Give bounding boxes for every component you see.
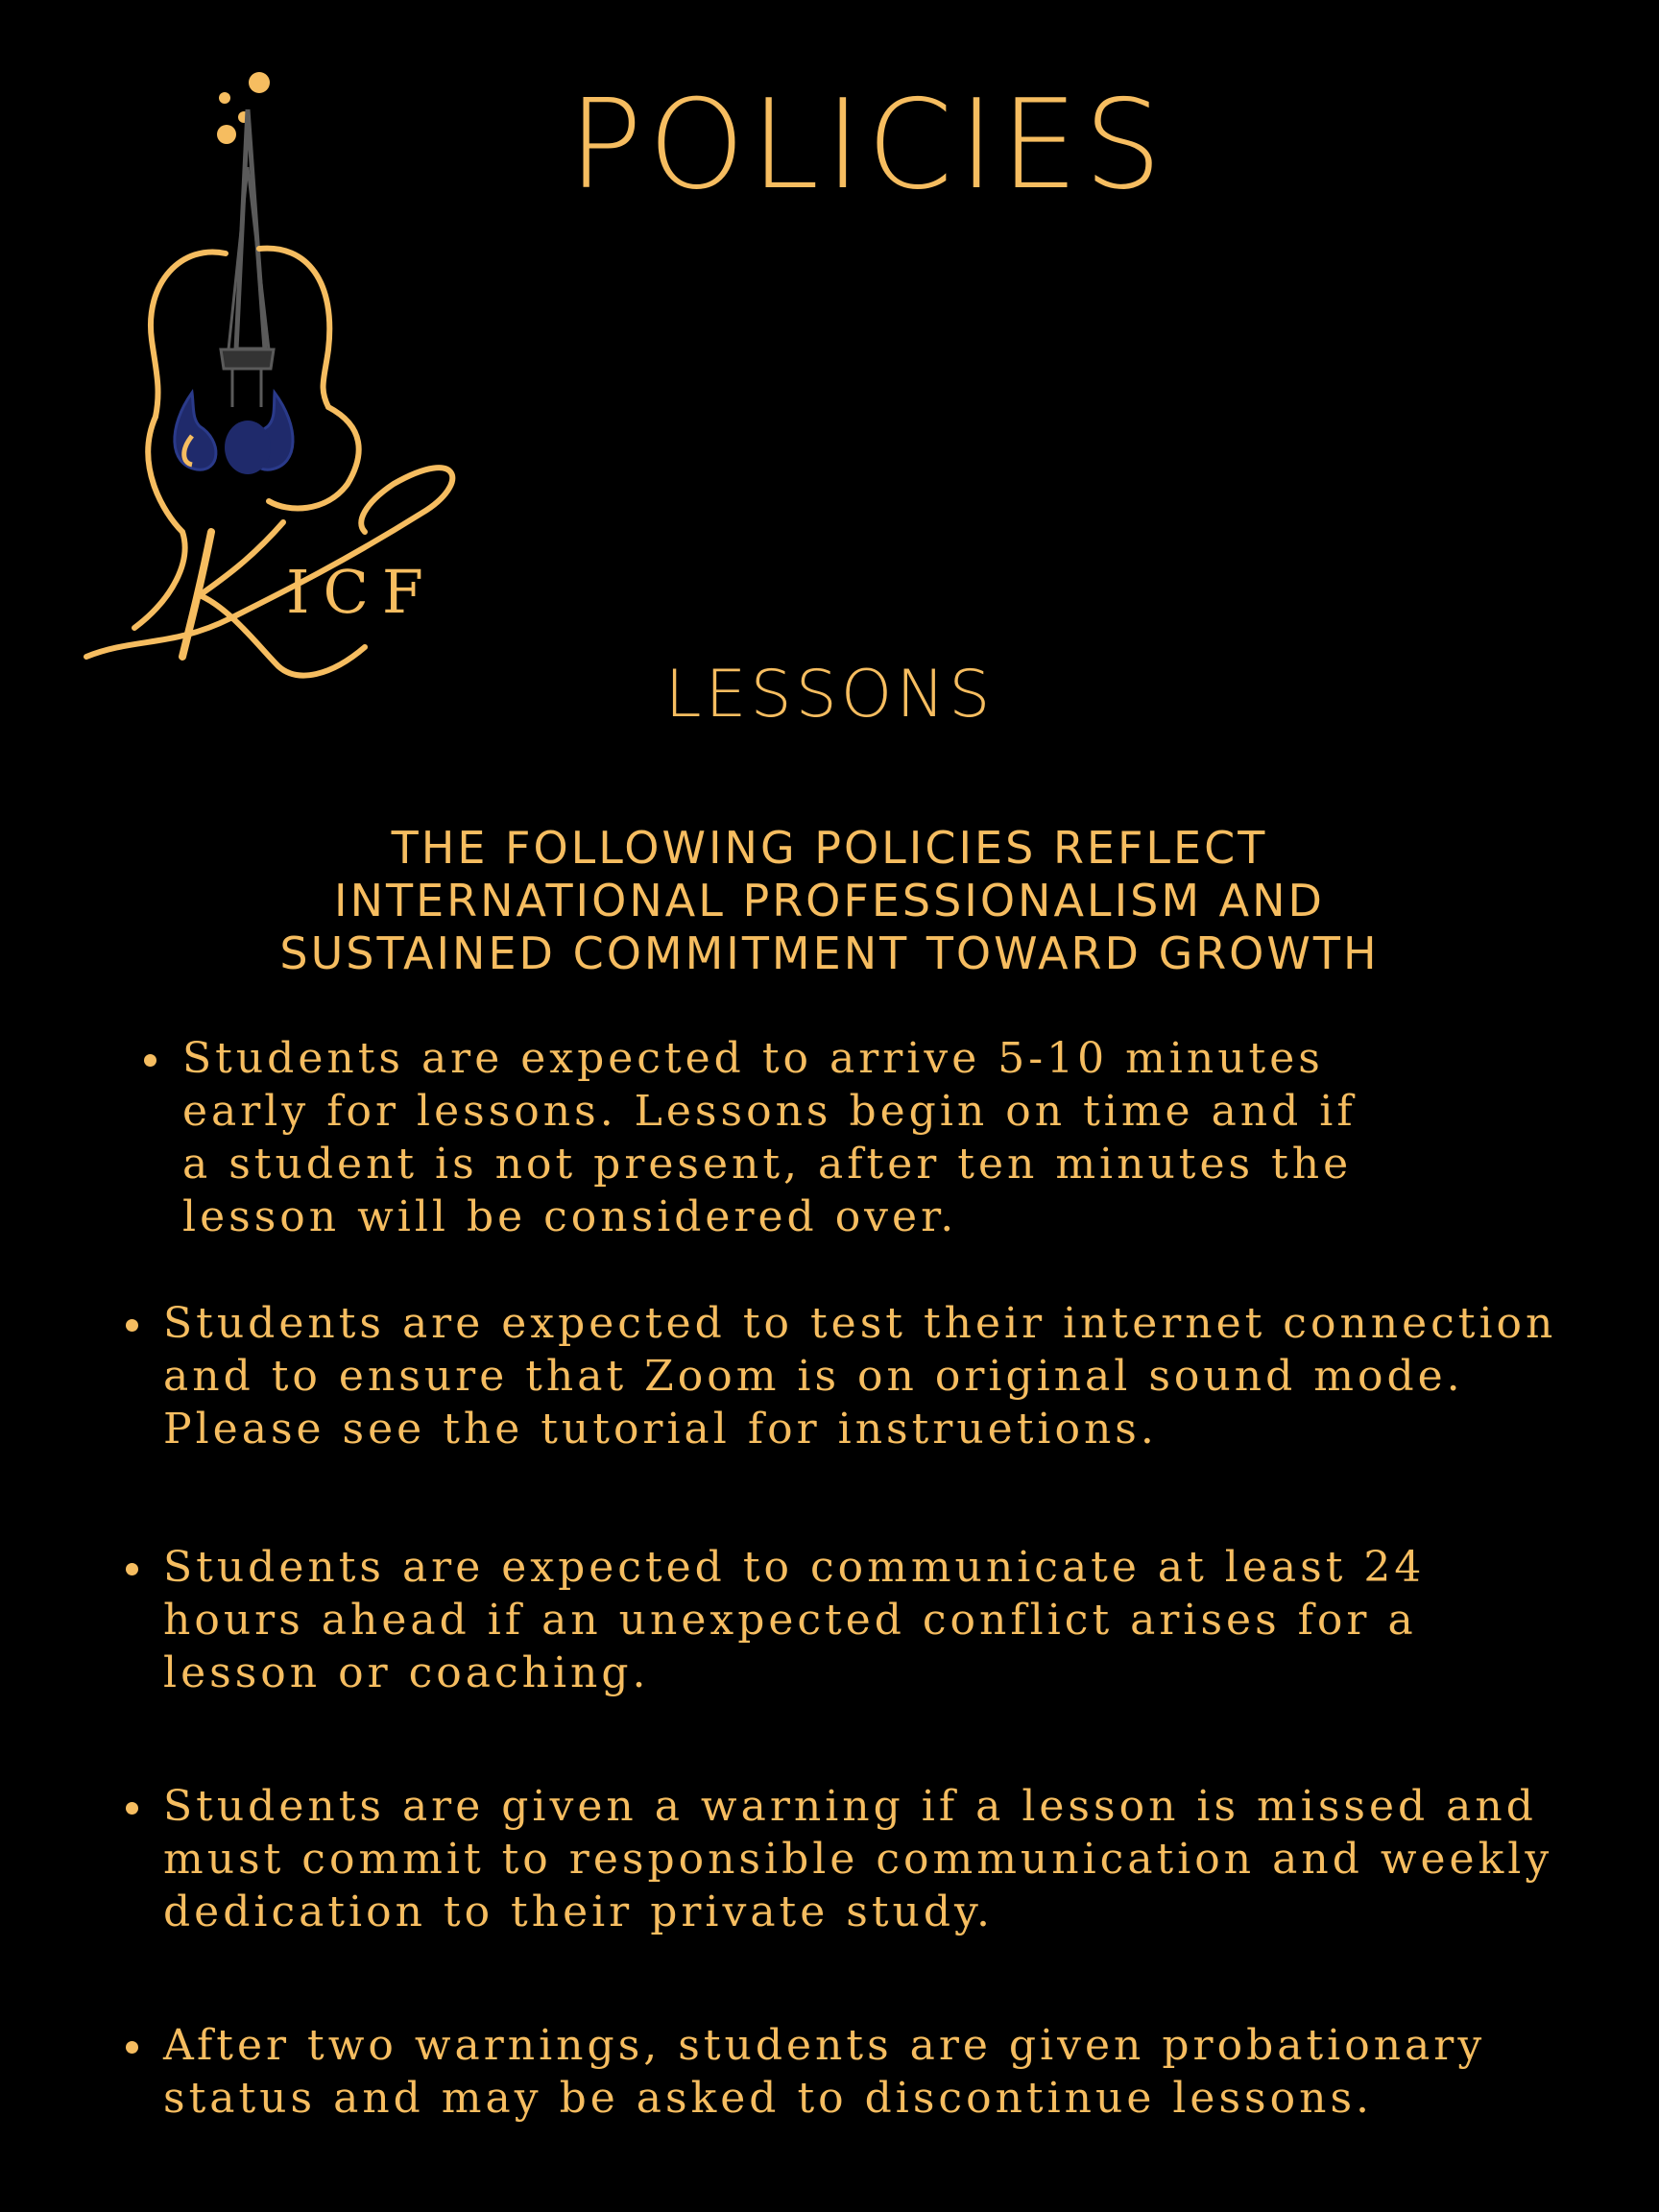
policy-line: Students are given a warning if a lesson is missed and: [163, 1782, 1537, 1831]
policy-line: and to ensure that Zoom is on original sound mode.: [163, 1352, 1464, 1401]
policy-line: Students are expected to test their internet connection: [163, 1299, 1557, 1348]
policy-line: a student is not present, after ten minutes the: [182, 1140, 1353, 1189]
policy-item: [182, 1032, 1357, 1243]
intro-line: INTERNATIONAL PROFESSIONALISM AND: [334, 875, 1325, 926]
policy-line: status and may be asked to discontinue lessons.: [163, 2074, 1374, 2123]
policy-item: [163, 1780, 1552, 1938]
section-heading-lessons: LESSONS: [664, 657, 995, 733]
policy-item: [163, 1541, 1425, 1699]
policy-line: Students are expected to communicate at least 24: [163, 1543, 1426, 1592]
bullet-icon: [144, 1054, 156, 1067]
policy-line: Students are expected to arrive 5-10 minutes: [182, 1034, 1324, 1083]
policy-item: [163, 1297, 1556, 1455]
bullet-icon: [126, 1319, 138, 1332]
policy-line: lesson or coaching.: [163, 1648, 650, 1697]
intro-line: THE FOLLOWING POLICIES REFLECT: [391, 822, 1268, 874]
policy-item: [163, 2019, 1485, 2125]
bullet-icon: [126, 2041, 138, 2054]
bullet-icon: [126, 1802, 138, 1815]
policy-line: hours ahead if an unexpected conflict arises for a: [163, 1596, 1417, 1645]
svg-text:ICF: ICF: [286, 557, 437, 627]
bullet-icon: [126, 1563, 138, 1575]
policies-intro: [0, 822, 1659, 980]
policy-line: must commit to responsible communication and weekly: [163, 1835, 1553, 1884]
policy-line: lesson will be considered over.: [182, 1192, 958, 1241]
policy-line: dedication to their private study.: [163, 1887, 995, 1936]
policy-line: After two warnings, students are given probationary: [163, 2021, 1486, 2070]
intro-line: SUSTAINED COMMITMENT TOWARD GROWTH: [279, 927, 1380, 979]
page-title: POLICIES: [567, 74, 1168, 217]
policy-line: Please see the tutorial for instruetions.: [163, 1405, 1158, 1454]
policy-line: early for lessons. Lessons begin on time and if: [182, 1087, 1357, 1136]
